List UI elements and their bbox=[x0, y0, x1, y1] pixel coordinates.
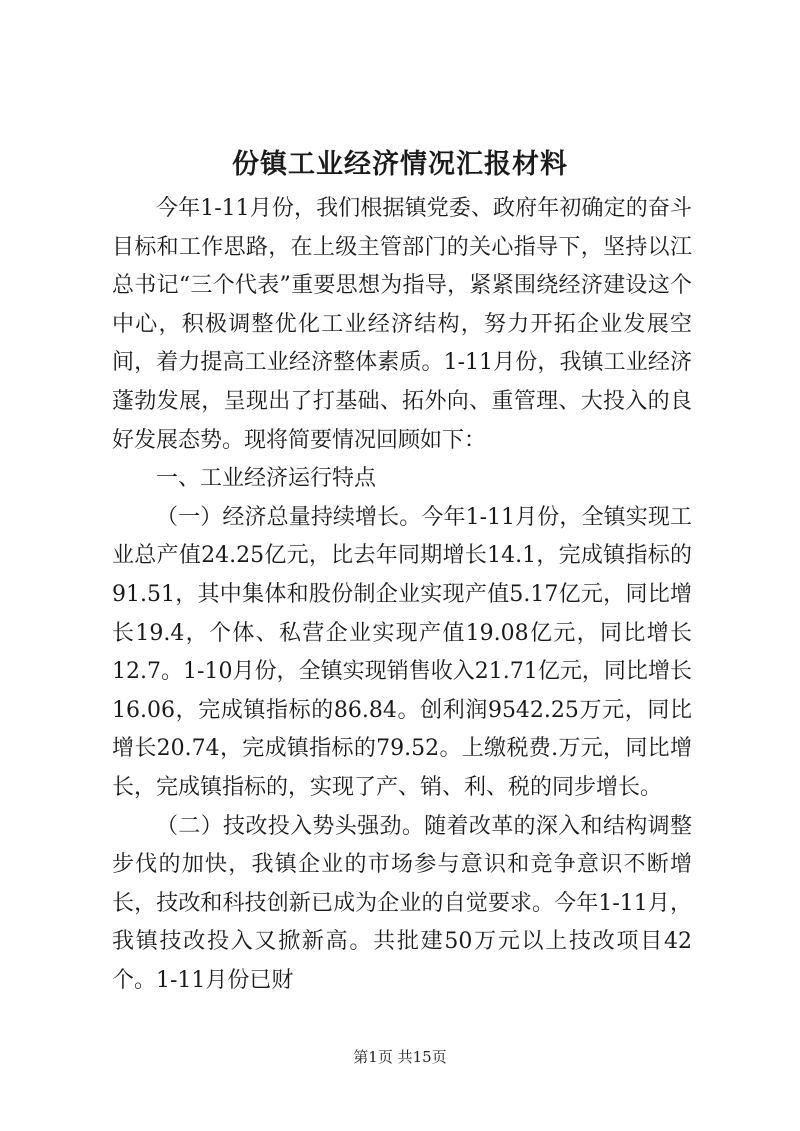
paragraph-economic-growth: （一）经济总量持续增长。今年1-11月份，全镇实现工业总产值24.25亿元，比去年同期增长14.1，完成镇指标的91.51，其中集体和股份制企业实现产值5.17亿元，同比增长19.4，个体、私营企业实现产值19.08亿元，同比增长12.7。1-10月份，全镇实现销售收入21.71亿元，同比增长16.06，完成镇指标的86.84。创利润9542.25万元，同比增长20.74，完成镇指标的79.52。上缴税费.万元，同比增长，完成镇指标的，实现了产、销、利、税的同步增长。 bbox=[112, 504, 692, 800]
document-body bbox=[112, 190, 692, 1000]
paragraph-tech-investment: （二）技改投入势头强劲。随着改革的深入和结构调整步伐的加快，我镇企业的市场参与意识和竞争意识不断增长，技改和科技创新已成为企业的自觉要求。今年1-11月，我镇技改投入又掀新高。共批建50万元以上技改项目42个。1-11月份已财 bbox=[112, 813, 692, 993]
section-heading: 一、工业经济运行特点 bbox=[156, 466, 377, 492]
document-title: 份镇工业经济情况汇报材料 bbox=[232, 149, 568, 180]
page-footer: 第1页 共15页 bbox=[353, 1048, 447, 1066]
intro-paragraph: 今年1-11月份，我们根据镇党委、政府年初确定的奋斗目标和工作思路，在上级主管部门的关心指导下，坚持以江总书记“三个代表”重要思想为指导，紧紧围绕经济建设这个中心，积极调整优化工业经济结构，努力开拓企业发展空间，着力提高工业经济整体素质。1-11月份，我镇工业经济蓬勃发展，呈现出了打基础、拓外向、重管理、大投入的良好发展态势。现将简要情况回顾如下： bbox=[112, 196, 692, 453]
